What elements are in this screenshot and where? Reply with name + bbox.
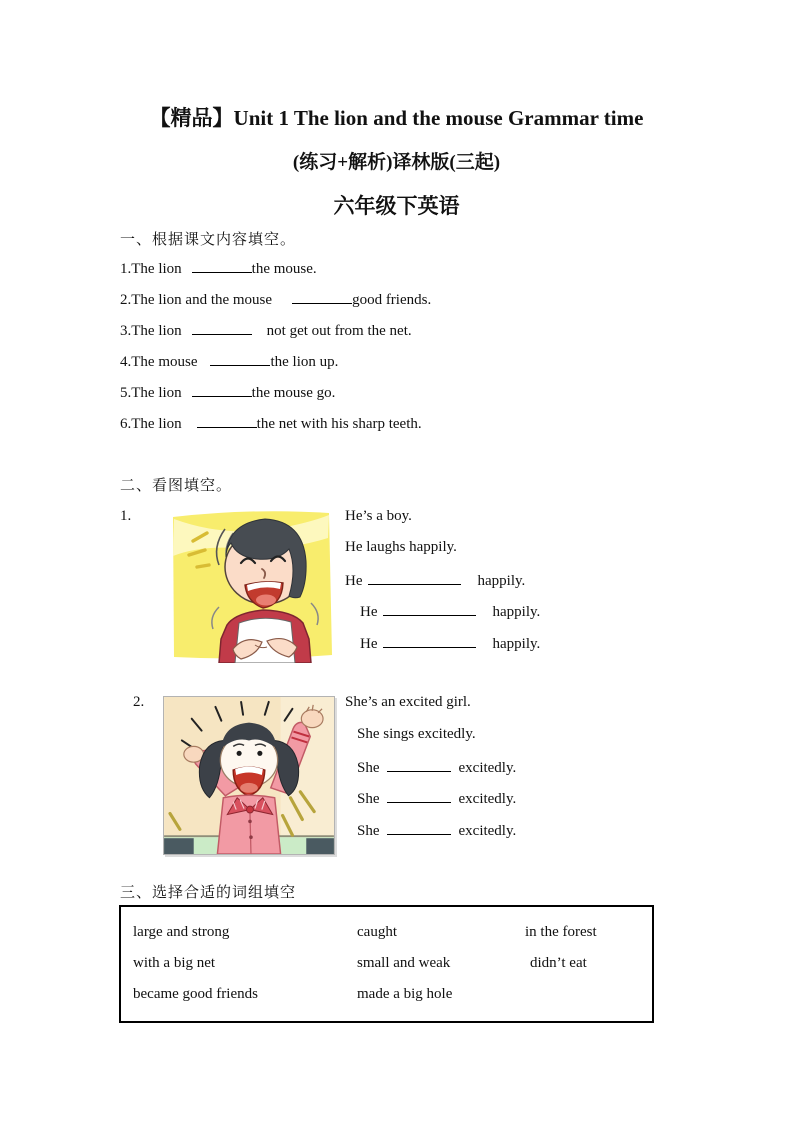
- phrase-option: made a big hole: [357, 986, 453, 1002]
- fill-line: [357, 757, 516, 777]
- blank-line: [387, 788, 451, 803]
- phrase-option: large and strong: [133, 924, 230, 940]
- sentence-post: the mouse go.: [251, 385, 336, 401]
- fill-line: [357, 788, 516, 808]
- sentence-pre: The lion and the mouse: [131, 292, 273, 308]
- fill-sentence-3: [120, 320, 412, 340]
- sentence-pre: He: [345, 573, 363, 589]
- sentence-pre: He: [360, 636, 378, 652]
- phrase-option: small and weak: [357, 955, 451, 971]
- picture-caption: She’s an excited girl.: [345, 694, 471, 710]
- sentence-pre: The lion: [131, 323, 182, 339]
- boy-laughing-image: [163, 503, 337, 663]
- doc-title-line3: 六年级下英语: [333, 194, 460, 218]
- fill-sentence-2: [120, 289, 431, 309]
- sentence-post: happily.: [492, 604, 541, 620]
- sentence-post: the lion up.: [270, 354, 339, 370]
- fill-sentence-4: [120, 351, 338, 371]
- sentence-post: the mouse.: [251, 261, 317, 277]
- fill-sentence-5: [120, 382, 335, 402]
- fill-line: [357, 820, 516, 840]
- blank-line: [383, 601, 476, 616]
- phrase-option: in the forest: [525, 924, 597, 940]
- fill-line: [360, 601, 540, 621]
- fill-line: [360, 633, 540, 653]
- blank-line: [292, 289, 352, 304]
- sentence-pre: The mouse: [131, 354, 198, 370]
- phrase-bank-box: [119, 905, 654, 1023]
- sentence-pre: She: [357, 823, 380, 839]
- item-number: 5.: [120, 385, 132, 401]
- picture-item-number: 1.: [120, 508, 132, 524]
- doc-title-line1: 【精品】Unit 1 The lion and the mouse Grammar time: [149, 106, 644, 130]
- girl-excited-image: [163, 696, 335, 855]
- sentence-post: excitedly.: [458, 760, 517, 776]
- blank-line: [383, 633, 476, 648]
- sentence-post: excitedly.: [458, 791, 517, 807]
- blank-line: [368, 570, 461, 585]
- section1-heading: 一、根据课文内容填空。: [120, 232, 297, 248]
- item-number: 4.: [120, 354, 132, 370]
- fill-sentence-6: [120, 413, 422, 433]
- sentence-pre: She: [357, 760, 380, 776]
- sentence-post: excitedly.: [458, 823, 517, 839]
- blank-line: [387, 820, 451, 835]
- sentence-post: happily.: [477, 573, 526, 589]
- phrase-option: with a big net: [133, 955, 216, 971]
- item-number: 2.: [120, 292, 132, 308]
- sentence-post: good friends.: [352, 292, 432, 308]
- phrase-option: didn’t eat: [530, 955, 587, 971]
- phrase-option: caught: [357, 924, 397, 940]
- blank-line: [210, 351, 270, 366]
- item-number: 3.: [120, 323, 132, 339]
- sentence-pre: He: [360, 604, 378, 620]
- picture-caption: He’s a boy.: [345, 508, 412, 524]
- sentence-post: the net with his sharp teeth.: [256, 416, 422, 432]
- item-number: 1.: [120, 261, 132, 277]
- fill-sentence-1: [120, 258, 317, 278]
- blank-line: [192, 320, 252, 335]
- example-sentence: He laughs happily.: [345, 539, 457, 555]
- item-number: 6.: [120, 416, 132, 432]
- section3-heading: 三、选择合适的词组填空: [120, 885, 297, 901]
- sentence-pre: The lion: [131, 261, 182, 277]
- example-sentence: She sings excitedly.: [357, 726, 476, 742]
- blank-line: [387, 757, 451, 772]
- doc-title-line2: (练习+解析)译林版(三起): [292, 152, 501, 173]
- sentence-post: not get out from the net.: [266, 323, 412, 339]
- sentence-pre: The lion: [131, 385, 182, 401]
- sentence-pre: The lion: [131, 416, 182, 432]
- blank-line: [192, 258, 252, 273]
- blank-line: [197, 413, 257, 428]
- section2-heading: 二、看图填空。: [120, 478, 233, 494]
- picture-item-number: 2.: [133, 694, 145, 710]
- blank-line: [192, 382, 252, 397]
- phrase-option: became good friends: [133, 986, 258, 1002]
- sentence-pre: She: [357, 791, 380, 807]
- fill-line: [345, 570, 525, 590]
- sentence-post: happily.: [492, 636, 541, 652]
